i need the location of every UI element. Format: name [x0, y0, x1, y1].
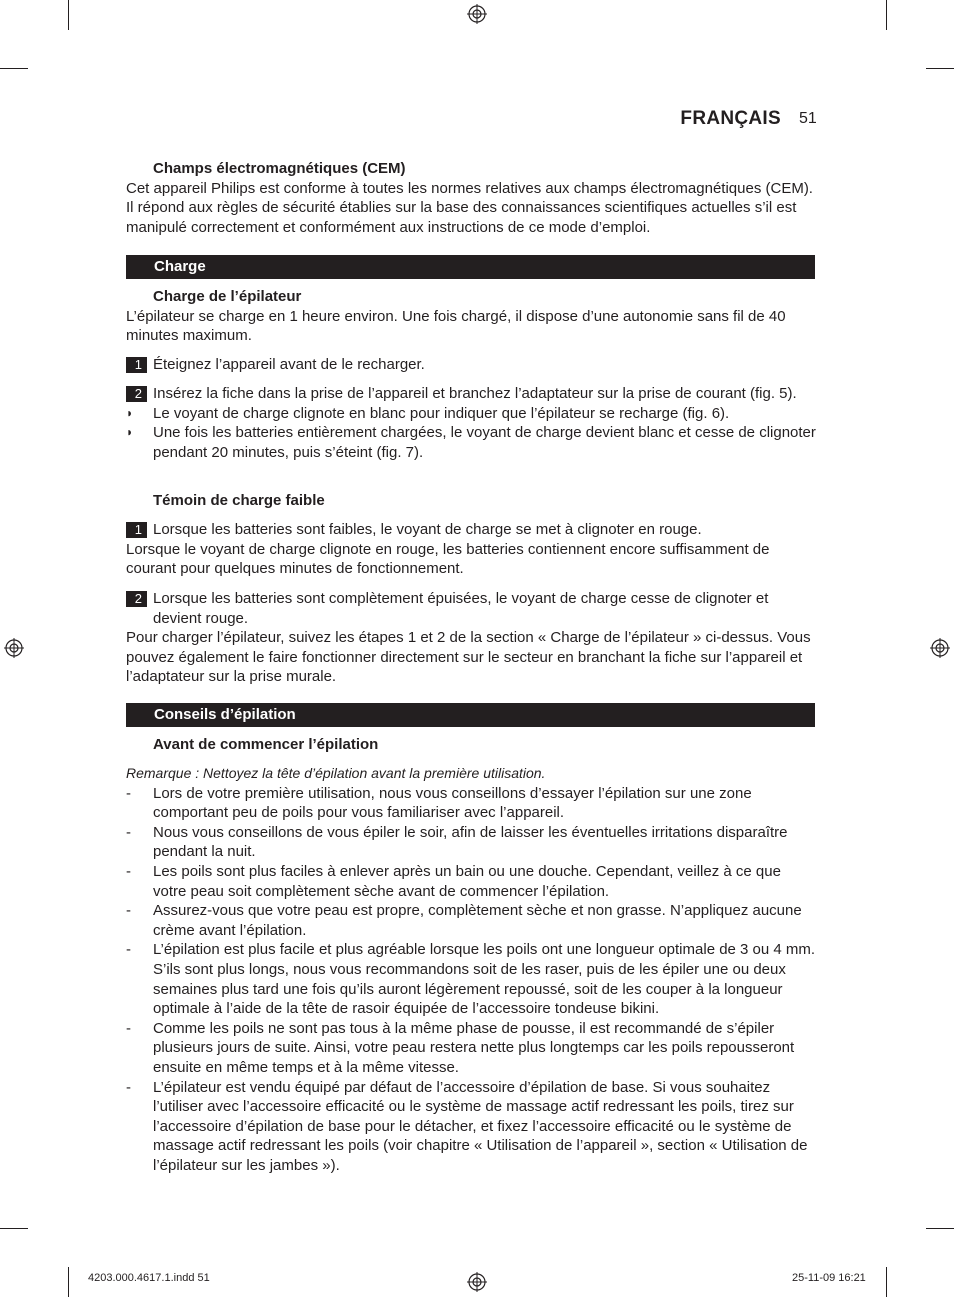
list-item — [126, 901, 816, 940]
tips-section — [126, 735, 816, 755]
step-item — [126, 520, 816, 540]
charge-subheading: Charge de l’épilateur — [153, 288, 302, 305]
dash-marker: - — [126, 1019, 131, 1037]
low-battery-para: Pour charger l’épilateur, suivez les étapes 1 et 2 de la section « Charge de l’épilateur » ci-dessus. Vous pouvez également le faire fonctionner directement sur le secteur en branchant la fiche sur l’appareil et l’adaptateur sur la prise murale. — [126, 629, 811, 686]
registration-mark-icon — [467, 1272, 487, 1292]
list-item — [126, 823, 816, 862]
dash-marker: - — [126, 941, 131, 959]
step-text: Lorsque les batteries sont complètement épuisées, le voyant de charge cesse de clignoter et devient rouge. — [153, 590, 769, 627]
crop-mark — [68, 0, 69, 30]
step-number: 2 — [126, 386, 147, 402]
charge-steps — [126, 384, 816, 462]
footer-file-info: 4203.000.4617.1.indd 51 — [88, 1272, 210, 1284]
crop-mark — [0, 68, 28, 69]
list-item — [126, 784, 816, 823]
list-item — [126, 1019, 816, 1078]
dash-marker: - — [126, 902, 131, 920]
bullet-icon: ◗ — [126, 405, 134, 420]
charge-intro: L’épilateur se charge en 1 heure environ. Une fois chargé, il dispose d’une autonomie sans fil de 40 minutes maximum. — [126, 307, 786, 345]
low-battery-block — [126, 520, 816, 579]
note-text: Remarque : Nettoyez la tête d’épilation avant la première utilisation. — [126, 765, 546, 781]
registration-mark-icon — [467, 4, 487, 24]
page-language-header: FRANÇAIS — [680, 108, 781, 129]
tips-list — [126, 764, 816, 1175]
dash-marker: - — [126, 784, 131, 802]
step-text: Insérez la fiche dans la prise de l’appareil et branchez l’adaptateur sur la prise de courant (fig. 5). — [153, 385, 797, 402]
crop-mark — [926, 68, 954, 69]
dash-marker: - — [126, 823, 131, 841]
bullet-item — [126, 404, 816, 424]
charge-section — [126, 287, 816, 346]
crop-mark — [926, 1228, 954, 1229]
step-item — [126, 589, 816, 628]
section-bar-charge — [126, 255, 815, 279]
crop-mark — [886, 1267, 887, 1297]
list-item-text: L’épilation est plus facile et plus agréable lorsque les poils ont une longueur optimale de 3 ou 4 mm. S’ils sont plus longs, nous vous recommandons soit de les raser, puis de les épiler une ou deux semaines plus tard une fois qu’ils auront légèrement repoussé, soit de les couper à la longueur optimale à l’aide de la tête de rasoir équipée de l’accessoire tondeuse bikini. — [153, 941, 816, 1018]
emc-section — [126, 159, 816, 237]
emc-text: Cet appareil Philips est conforme à toutes les normes relatives aux champs électromagnétiques (CEM). Il répond aux règles de sécurité établies sur la base des connaissances scientifiques actuelles s’il est manipulé correctement et conformément aux instructions de ce mode d’emploi. — [126, 179, 813, 236]
step-number: 1 — [126, 522, 147, 538]
low-battery-section — [126, 491, 816, 511]
low-battery-block — [126, 589, 816, 687]
crop-mark — [0, 1228, 28, 1229]
list-item — [126, 1078, 816, 1176]
crop-mark — [68, 1267, 69, 1297]
step-number: 2 — [126, 591, 147, 607]
crop-mark — [886, 0, 887, 30]
dash-marker: - — [126, 862, 131, 880]
bullet-text: Le voyant de charge clignote en blanc pour indiquer que l’épilateur se recharge (fig. 6). — [153, 404, 730, 422]
page-number: 51 — [799, 110, 817, 127]
list-item-text: Nous vous conseillons de vous épiler le soir, afin de laisser les éventuelles irritations disparaître pendant la nuit. — [153, 823, 788, 861]
bullet-icon: ◗ — [126, 425, 134, 440]
list-item-text: Lors de votre première utilisation, nous vous conseillons d’essayer l’épilation sur une zone comportant peu de poils pour vous familiariser avec l’appareil. — [153, 784, 752, 822]
step-item — [126, 384, 816, 404]
list-item — [126, 862, 816, 901]
list-item-text: Comme les poils ne sont pas tous à la même phase de pousse, il est recommandé de s’épiler plusieurs jours de suite. Ainsi, votre peau restera nette plus longtemps car les poils repousseront ensuite en même temps et à la même vitesse. — [153, 1019, 795, 1076]
section-title: Conseils d’épilation — [154, 706, 296, 723]
list-item — [126, 940, 816, 1018]
step-number: 1 — [126, 357, 147, 373]
step-text: Lorsque les batteries sont faibles, le voyant de charge se met à clignoter en rouge. — [153, 521, 702, 538]
tips-subheading: Avant de commencer l’épilation — [153, 736, 379, 753]
low-battery-subheading: Témoin de charge faible — [153, 492, 325, 509]
step-item — [126, 355, 816, 375]
footer-date: 25-11-09 16:21 — [792, 1272, 866, 1284]
dash-marker: - — [126, 1078, 131, 1096]
charge-steps — [126, 355, 816, 375]
emc-heading: Champs électromagnétiques (CEM) — [153, 160, 406, 177]
step-text: Éteignez l’appareil avant de le recharger. — [153, 356, 425, 373]
list-item-text: Assurez-vous que votre peau est propre, complètement sèche et non grasse. N’appliquez aucune crème avant l’épilation. — [153, 902, 802, 939]
bullet-item — [126, 423, 816, 462]
list-item-text: L’épilateur est vendu équipé par défaut de l’accessoire d’épilation de base. Si vous souhaitez l’utiliser avec l’accessoire efficacité ou le système de massage actif redressant les poils, tirez sur l’accessoire d’épilation de base pour le détacher, et fixez l’accessoire efficacité ou le système de massage actif redressant les poils (voir chapitre « Utilisation de l’appareil », section « Utilisation de l’épilateur sur les jambes »). — [153, 1078, 808, 1174]
registration-mark-icon — [4, 638, 24, 658]
section-bar-tips — [126, 703, 815, 727]
list-item-text: Les poils sont plus faciles à enlever après un bain ou une douche. Cependant, veillez à ce que votre peau soit complètement sèche avant de commencer l’épilation. — [153, 862, 781, 900]
section-title: Charge — [154, 258, 206, 275]
registration-mark-icon — [930, 638, 950, 658]
low-battery-para: Lorsque le voyant de charge clignote en rouge, les batteries contiennent encore suffisamment de courant pour quelques minutes de fonctionnement. — [126, 540, 770, 578]
bullet-text: Une fois les batteries entièrement chargées, le voyant de charge devient blanc et cesse de clignoter pendant 20 minutes, puis s’éteint (fig. 7). — [153, 424, 816, 461]
